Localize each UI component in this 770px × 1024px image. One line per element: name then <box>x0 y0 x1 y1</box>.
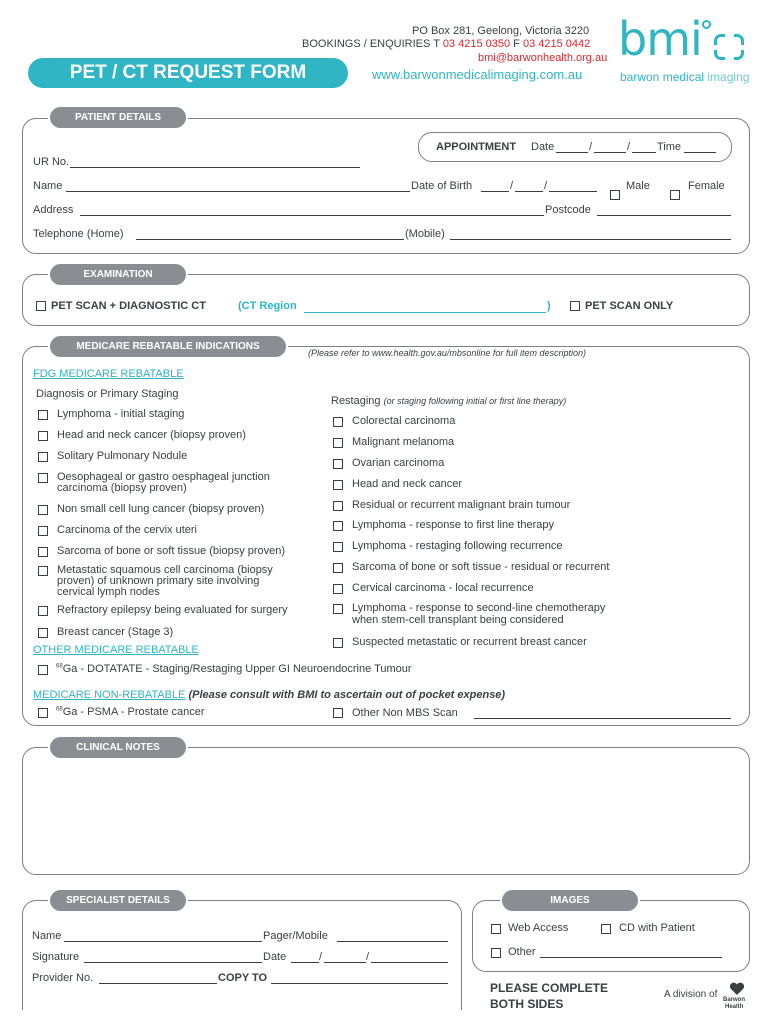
diagnosis-item-label: proven) of unknown primary site involving <box>57 575 260 587</box>
pager-field[interactable] <box>337 941 448 942</box>
name-label: Name <box>33 180 63 192</box>
restaging-checkbox[interactable] <box>333 604 343 614</box>
dotatate-checkbox[interactable] <box>38 665 48 675</box>
pet-ct-checkbox[interactable] <box>36 301 46 311</box>
other-non-mbs-checkbox[interactable] <box>333 708 343 718</box>
diagnosis-item-label: cervical lymph nodes <box>57 586 160 598</box>
ct-region-field[interactable] <box>304 312 546 313</box>
male-label: Male <box>626 180 650 192</box>
restaging-item-label: Lymphoma - restaging following recurrence <box>352 540 563 552</box>
restaging-item-label: Head and neck cancer <box>352 478 463 490</box>
restaging-checkbox[interactable] <box>333 584 343 594</box>
please-complete-line-2: BOTH SIDES <box>490 997 564 1011</box>
logo-dot-icon <box>702 20 711 29</box>
fax-number: 03 4215 0442 <box>522 38 591 50</box>
appointment-date-day[interactable] <box>556 152 588 153</box>
fax-label: F <box>513 38 520 50</box>
appointment-label: APPOINTMENT <box>436 141 517 153</box>
diagnosis-heading: Diagnosis or Primary Staging <box>36 388 179 400</box>
restaging-checkbox[interactable] <box>333 438 343 448</box>
diagnosis-item-label: Metastatic squamous cell carcinoma (biopsy <box>57 564 273 576</box>
patient-details-label: PATIENT DETAILS <box>50 107 186 128</box>
restaging-checkbox[interactable] <box>333 501 343 511</box>
male-checkbox[interactable] <box>610 190 620 200</box>
images-other-field[interactable] <box>540 957 722 958</box>
mobile-label: (Mobile) <box>405 228 445 240</box>
copy-to-label: COPY TO <box>218 972 268 984</box>
pager-label: Pager/Mobile <box>263 930 328 942</box>
specialist-date-label: Date <box>263 951 287 963</box>
restaging-item-label: Lymphoma - response to first line therapy <box>352 519 554 531</box>
dob-month[interactable] <box>515 191 543 192</box>
telephone-label: Telephone (Home) <box>33 228 124 240</box>
barwon-health-text-2: Health <box>725 1004 744 1010</box>
pet-only-checkbox[interactable] <box>570 301 580 311</box>
non-rebatable-note: (Please consult with BMI to ascertain out of pocket expense) <box>188 689 506 701</box>
restaging-item-label: Residual or recurrent malignant brain tumour <box>352 499 571 511</box>
diagnosis-checkbox[interactable] <box>38 547 48 557</box>
bookings-label: BOOKINGS / ENQUIRIES T <box>302 38 440 50</box>
images-other-label: Other <box>508 946 536 958</box>
diagnosis-item-label: Non small cell lung cancer (biopsy proven) <box>57 503 265 515</box>
provider-field[interactable] <box>99 983 217 984</box>
diagnosis-item-label: Refractory epilepsy being evaluated for surgery <box>57 604 288 616</box>
diagnosis-item-label: Head and neck cancer (biopsy proven) <box>57 429 246 441</box>
restaging-checkbox[interactable] <box>333 521 343 531</box>
ct-region-label: (CT Region <box>238 300 297 312</box>
images-label: IMAGES <box>502 890 638 911</box>
provider-label: Provider No. <box>32 972 94 984</box>
diagnosis-checkbox[interactable] <box>38 566 48 576</box>
female-checkbox[interactable] <box>670 190 680 200</box>
dob-day[interactable] <box>481 191 509 192</box>
postcode-label: Postcode <box>545 204 591 216</box>
psma-item: $^{68}$Ga - PSMA - Prostate cancer <box>56 706 205 718</box>
diagnosis-item-label: Solitary Pulmonary Nodule <box>57 450 188 462</box>
web-access-checkbox[interactable] <box>491 924 501 934</box>
medicare-note: (Please refer to www.health.gov.au/mbsonline for full item description) <box>308 348 586 358</box>
non-rebatable-row <box>33 689 505 701</box>
logo-subtitle: barwon medical imaging <box>620 70 750 84</box>
ur-label: UR No. <box>33 156 70 168</box>
non-rebatable-heading: MEDICARE NON-REBATABLE <box>33 689 186 701</box>
appointment-date-month[interactable] <box>594 152 626 153</box>
diagnosis-item-label: carcinoma (biopsy proven) <box>57 482 187 494</box>
appointment-time-label: Time <box>657 141 682 153</box>
diagnosis-item-label: Lymphoma - initial staging <box>57 408 185 420</box>
restaging-heading: Restaging (or staging following initial or first line therapy) <box>331 395 567 407</box>
restaging-item-label: when stem-cell transplant being considered <box>352 614 564 626</box>
diagnosis-checkbox[interactable] <box>38 431 48 441</box>
cd-label: CD with Patient <box>619 922 695 934</box>
specialist-label: SPECIALIST DETAILS <box>50 890 186 911</box>
diagnosis-checkbox[interactable] <box>38 628 48 638</box>
specialist-box <box>22 900 462 1010</box>
psma-label: Ga - PSMA - Prostate cancer <box>62 706 205 718</box>
header-website[interactable]: www.barwonmedicalimaging.com.au <box>372 67 583 82</box>
phone-number: 03 4215 0350 <box>442 38 511 50</box>
dob-label: Date of Birth <box>411 180 473 192</box>
appointment-date-label: Date <box>531 141 555 153</box>
address-field[interactable] <box>80 215 544 216</box>
diagnosis-checkbox[interactable] <box>38 526 48 536</box>
signature-field[interactable] <box>84 962 262 963</box>
dotatate-label: Ga - DOTATATE - Staging/Restaging Upper GI Neuroendocrine Tumour <box>62 663 412 675</box>
restaging-checkbox[interactable] <box>333 542 343 552</box>
diagnosis-checkbox[interactable] <box>38 452 48 462</box>
diagnosis-checkbox[interactable] <box>38 473 48 483</box>
specialist-date-day[interactable] <box>291 962 319 963</box>
pet-ct-label: PET SCAN + DIAGNOSTIC CT <box>51 300 206 312</box>
other-non-mbs-label: Other Non MBS Scan <box>352 707 458 719</box>
header-address: PO Box 281, Geelong, Victoria 3220 <box>412 25 590 37</box>
diagnosis-item-label: Oesophageal or gastro oesphageal junction <box>57 471 270 483</box>
ur-field[interactable] <box>70 167 360 168</box>
other-medicare-heading: OTHER MEDICARE REBATABLE <box>33 644 199 656</box>
pet-only-label: PET SCAN ONLY <box>585 300 674 312</box>
other-non-mbs-field[interactable] <box>474 718 731 719</box>
restaging-item-label: Lymphoma - response to second-line chemotherapy <box>352 602 606 614</box>
barwon-health-logo <box>720 982 754 1014</box>
appointment-time-field[interactable] <box>684 152 716 153</box>
logo-frame-icon <box>714 34 744 60</box>
please-complete-line-1: PLEASE COMPLETE <box>490 981 609 995</box>
bmi-logo <box>618 14 758 86</box>
specialist-date-year[interactable] <box>371 962 448 963</box>
clinical-notes-label: CLINICAL NOTES <box>50 737 186 758</box>
patient-name-field[interactable] <box>66 191 410 192</box>
restaging-item-label: Ovarian carcinoma <box>352 457 445 469</box>
diagnosis-checkbox[interactable] <box>38 505 48 515</box>
diagnosis-checkbox[interactable] <box>38 606 48 616</box>
restaging-checkbox[interactable] <box>333 480 343 490</box>
form-title: PET / CT REQUEST FORM <box>69 62 307 83</box>
medicare-label: MEDICARE REBATABLE INDICATIONS <box>50 336 286 357</box>
specialist-name-field[interactable] <box>64 941 262 942</box>
logo-text: bmi <box>618 12 702 66</box>
division-label: A division of <box>664 989 718 1000</box>
diagnosis-item-label: Carcinoma of the cervix uteri <box>57 524 197 536</box>
telephone-field[interactable] <box>136 239 404 240</box>
clinical-notes-box[interactable] <box>22 747 750 875</box>
restaging-checkbox[interactable] <box>333 563 343 573</box>
dotatate-item: $^{68}$Ga - DOTATATE - Staging/Restaging Upper GI Neuroendocrine Tumour <box>56 663 412 675</box>
specialist-name-label: Name <box>32 930 62 942</box>
header-contact-line <box>302 38 590 50</box>
restaging-item-label: Colorectal carcinoma <box>352 415 456 427</box>
examination-label: EXAMINATION <box>50 264 186 285</box>
diagnosis-item-label: Breast cancer (Stage 3) <box>57 626 174 638</box>
images-other-checkbox[interactable] <box>491 948 501 958</box>
signature-label: Signature <box>32 951 80 963</box>
appointment-date-year[interactable] <box>632 152 656 153</box>
web-access-label: Web Access <box>508 922 569 934</box>
psma-checkbox[interactable] <box>38 708 48 718</box>
diagnosis-item-label: Sarcoma of bone or soft tissue (biopsy proven) <box>57 545 286 557</box>
female-label: Female <box>688 180 725 192</box>
restaging-checkbox[interactable] <box>333 459 343 469</box>
restaging-checkbox[interactable] <box>333 638 343 648</box>
cd-checkbox[interactable] <box>601 924 611 934</box>
restaging-item-label: Malignant melanoma <box>352 436 455 448</box>
restaging-item-label: Suspected metastatic or recurrent breast cancer <box>352 636 587 648</box>
diagnosis-checkbox[interactable] <box>38 410 48 420</box>
restaging-item-label: Cervical carcinoma - local recurrence <box>352 582 534 594</box>
header-email[interactable]: bmi@barwonhealth.org.au <box>478 52 608 64</box>
postcode-field[interactable] <box>597 215 731 216</box>
barwon-health-heart-icon <box>729 982 745 996</box>
restaging-checkbox[interactable] <box>333 417 343 427</box>
fdg-heading: FDG MEDICARE REBATABLE <box>33 368 184 380</box>
mobile-field[interactable] <box>450 239 731 240</box>
dob-year[interactable] <box>549 191 597 192</box>
copy-to-field[interactable] <box>271 983 448 984</box>
address-label: Address <box>33 204 74 216</box>
ct-region-close: ) <box>547 300 551 312</box>
barwon-health-text-1: Barwon <box>723 997 746 1003</box>
form-title-banner <box>28 58 348 88</box>
restaging-item-label: Sarcoma of bone or soft tissue - residual or recurrent <box>352 561 610 573</box>
specialist-date-month[interactable] <box>324 962 366 963</box>
